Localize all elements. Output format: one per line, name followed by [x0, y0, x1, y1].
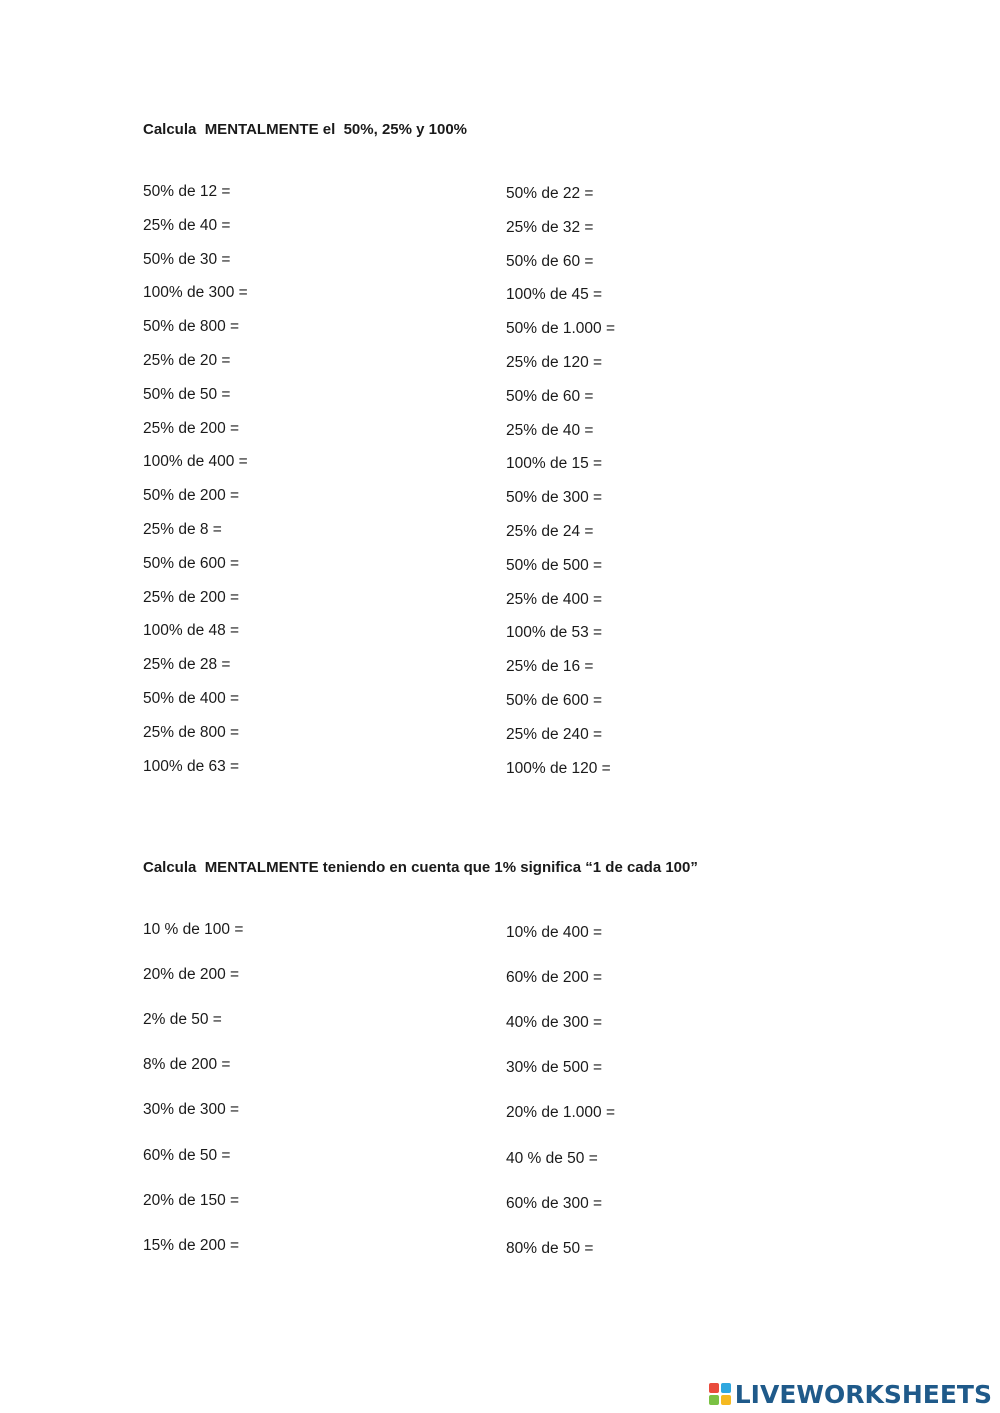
exercise-item: 40% de 300 =: [506, 1014, 603, 1032]
exercise-item: 60% de 50 =: [143, 1146, 231, 1164]
exercise-item: 50% de 500 =: [506, 556, 603, 574]
exercise-item: 30% de 300 =: [143, 1101, 240, 1119]
exercise-item: 50% de 12 =: [143, 183, 231, 200]
exercise-item: 25% de 8 =: [143, 521, 222, 538]
exercise-item: 25% de 16 =: [506, 658, 594, 676]
exercise-item: 100% de 63 =: [143, 757, 240, 775]
exercise-item: 60% de 300 =: [506, 1194, 603, 1212]
exercise-item: 25% de 20 =: [143, 352, 231, 369]
exercise-item: 50% de 30 =: [143, 250, 231, 268]
exercise-item: 50% de 600 =: [143, 554, 240, 572]
exercise-item: 25% de 40 =: [506, 421, 594, 439]
exercise-item: 25% de 32 =: [506, 218, 594, 236]
liveworksheets-brand: [709, 1381, 992, 1407]
exercise-item: 50% de 60 =: [506, 252, 594, 270]
exercise-item: 50% de 300 =: [506, 489, 603, 507]
exercise-item: 20% de 200 =: [143, 966, 240, 984]
exercise-item: 10 % de 100 =: [143, 921, 244, 938]
exercise-item: 30% de 500 =: [506, 1059, 603, 1077]
exercise-item: 25% de 800 =: [143, 723, 240, 741]
exercise-item: 2% de 50 =: [143, 1011, 222, 1029]
brand-text: LIVEWORKSHEETS: [734, 1379, 992, 1409]
exercise-item: 25% de 28 =: [143, 656, 231, 674]
exercise-item: 25% de 400 =: [506, 590, 603, 608]
exercise-item: 15% de 200 =: [143, 1236, 240, 1254]
exercise-item: 20% de 1.000 =: [506, 1104, 616, 1122]
exercise-item: 100% de 53 =: [506, 624, 603, 642]
exercise-item: 50% de 600 =: [506, 692, 603, 709]
exercise-item: 100% de 120 =: [506, 759, 611, 777]
exercise-item: 50% de 1.000 =: [506, 320, 616, 338]
exercise-item: 100% de 15 =: [506, 455, 603, 473]
exercise-item: 25% de 120 =: [506, 354, 603, 371]
exercise-item: 100% de 48 =: [143, 622, 240, 640]
exercise-item: 80% de 50 =: [506, 1239, 594, 1257]
exercise-item: 100% de 45 =: [506, 286, 603, 304]
section2-title: Calcula MENTALMENTE teniendo en cuenta que 1% significa “1 de cada 100”: [143, 859, 698, 876]
exercise-item: 60% de 200 =: [506, 969, 603, 987]
exercise-item: 25% de 40 =: [143, 216, 231, 234]
exercise-item: 20% de 150 =: [143, 1191, 240, 1209]
exercise-item: 50% de 50 =: [143, 385, 231, 403]
exercise-item: 10% de 400 =: [506, 924, 603, 941]
section1-title: Calcula MENTALMENTE el 50%, 25% y 100%: [143, 121, 468, 138]
exercise-item: 25% de 240 =: [506, 725, 603, 743]
exercise-item: 100% de 300 =: [143, 284, 248, 302]
exercise-item: 100% de 400 =: [143, 453, 248, 471]
exercise-item: 50% de 22 =: [506, 185, 594, 202]
exercise-item: 50% de 800 =: [143, 318, 240, 336]
exercise-item: 25% de 200 =: [143, 588, 240, 606]
liveworksheets-logo-icon: [709, 1383, 731, 1405]
exercise-item: 40 % de 50 =: [506, 1149, 598, 1167]
exercise-item: 25% de 24 =: [506, 523, 594, 540]
exercise-item: 50% de 60 =: [506, 387, 594, 405]
exercise-item: 50% de 200 =: [143, 487, 240, 505]
exercise-item: 50% de 400 =: [143, 690, 240, 707]
exercise-item: 25% de 200 =: [143, 419, 240, 437]
exercise-item: 8% de 200 =: [143, 1056, 231, 1074]
